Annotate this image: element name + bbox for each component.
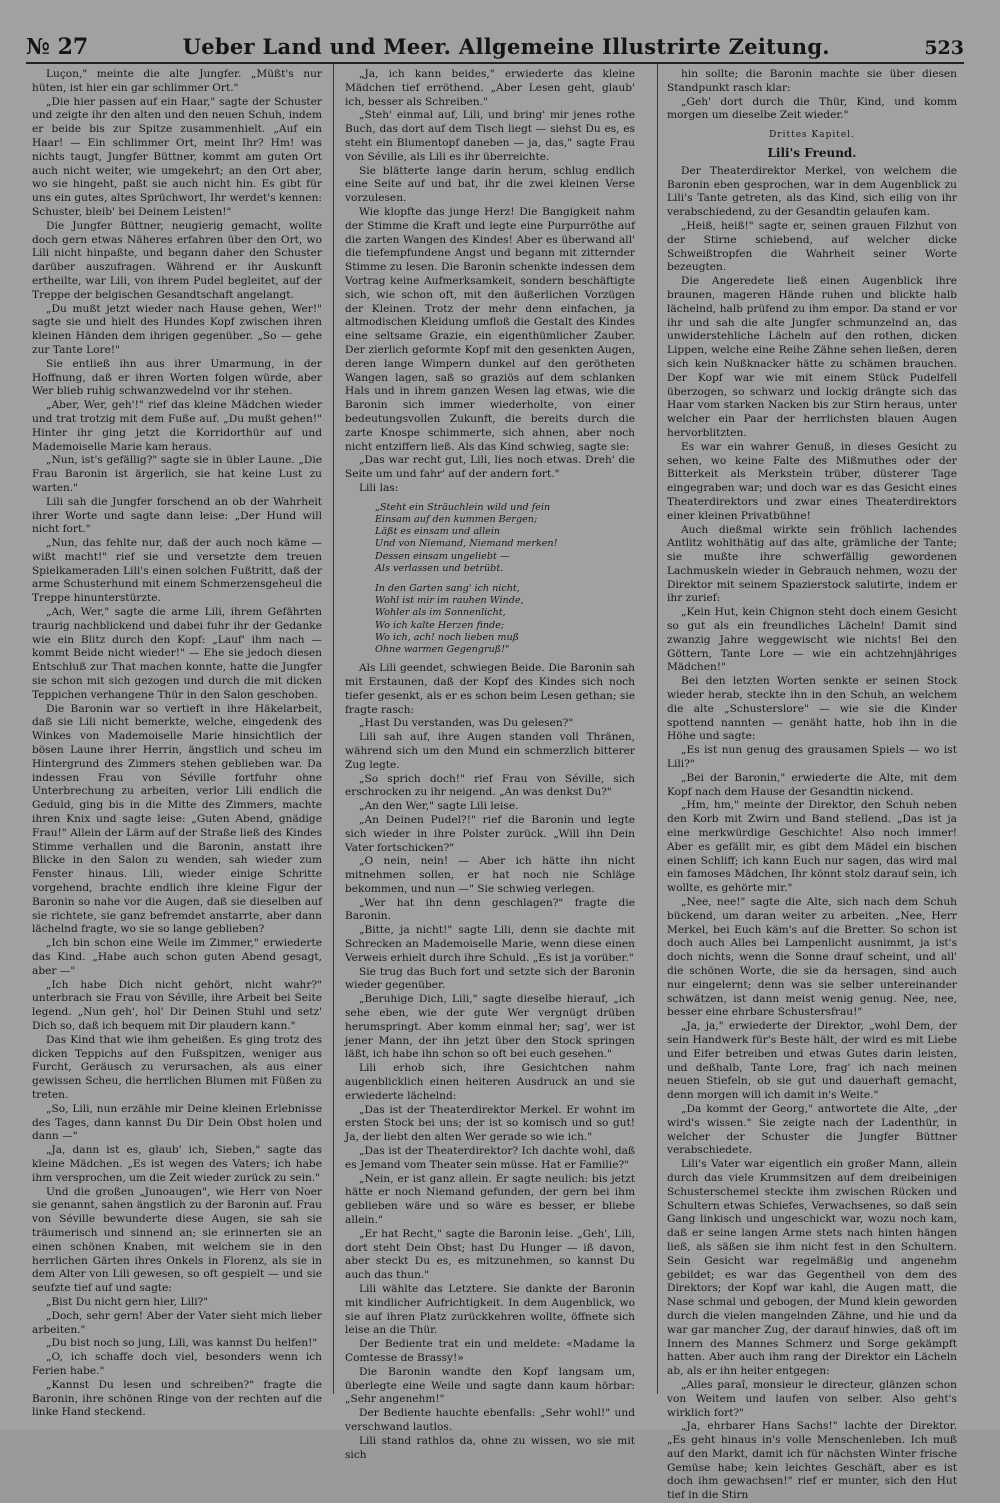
paragraph: „Hast Du verstanden, was Du gelesen?" <box>359 717 574 730</box>
paragraph: „Du bist noch so jung, Lili, was kannst Du helfen!" <box>46 1337 318 1350</box>
paragraph: Es war ein wahrer Genuß, in dieses Gesicht zu sehen, wo keine Falte des Mißmuthes oder der Bitterkeit als Merkstein trüber, düsterer Tage eingegraben war; und doch war es das Gesicht eines Theaterdirektors und zwar eines Theaterdirektors einer kleinen Privatbühne! <box>667 440 957 522</box>
paragraph: Der Bediente hauchte ebenfalls: „Sehr wohl!" und verschwand lautlos. <box>345 1407 635 1433</box>
paragraph: Die Angeredete ließ einen Augenblick ihre braunen, mageren Hände ruhen und blickte halb lächelnd, halb prüfend zu ihm empor. Da stand er vor ihr und sah die alte Jungfer schmunzelnd an, das unwiderstehliche Lächeln auf den rothen, dicken Lippen, welche eine Reihe Zähne sehen ließen, deren sich kein Nußknacker hätte zu schämen brauchen. Der Kopf war wie mit einem Stück Pudelfell überzogen, so schwarz und lockig drängte sich das Haar vom starken Nacken bis zur Stirn heraus, unter welcher ein Paar der herrlichsten blauen Augen hervorblitzten. <box>667 275 957 439</box>
poem-block <box>375 502 635 656</box>
paragraph: Lili sah auf, ihre Augen standen voll Thränen, während sich um den Mund ein schmerzlich bitterer Zug legte. <box>345 731 635 771</box>
paragraph: Sie entließ ihn aus ihrer Umarmung, in der Hoffnung, daß er ihren Worten folgen würde, aber Wer blieb ruhig schwanzwedelnd vor ihr stehen. <box>32 357 322 398</box>
paragraph: Sie trug das Buch fort und setzte sich der Baronin wieder gegenüber. <box>345 965 635 992</box>
paragraph: „Doch, sehr gern! Aber der Vater sieht mich lieber arbeiten." <box>32 1309 322 1336</box>
paragraph: „Geh' dort durch die Thür, Kind, und komm morgen um dieselbe Zeit wieder." <box>667 95 957 122</box>
paragraph: „Ja, ja," erwiederte der Direktor, „wohl Dem, der sein Handwerk für's Beste hält, der wird es mit Liebe und Eifer betreiben und etwas Gutes darin leisten, und deßhalb, Tante Lore, frag' ich nach meinen neuen Stiefeln, ob sie gut und dauerhaft gemacht, denn morgen will ich damit in's Weite." <box>667 1020 957 1102</box>
column-divider <box>333 64 334 1394</box>
poem-line: Wo ich kalte Herzen finde; <box>375 619 505 631</box>
paragraph: „So, Lili, nun erzähle mir Deine kleinen Erlebnisse des Tages, dann kannst Du Dir Dein Obst holen und dann —" <box>32 1102 322 1143</box>
poem-line: Wo ich, ach! noch lieben muß <box>375 631 520 643</box>
paragraph: „Es ist nun genug des grausamen Spiels — wo ist Lili?" <box>667 744 957 771</box>
poem-line: „Steht ein Sträuchlein wild und fein <box>375 501 551 513</box>
paragraph: „Steh' einmal auf, Lili, und bring' mir jenes rothe Buch, das dort auf dem Tisch liegt — siehst Du es, es steht ein Blumentopf daneben — ja, das," sagte Frau von Séville, als Lili es ihr überreichte. <box>345 109 635 163</box>
chapter-title: Lili's Freund. <box>767 145 857 160</box>
paragraph: „An Deinen Pudel?!" rief die Baronin und legte sich wieder in ihre Polster zurück. „Will ihn Dein Vater fortschicken?" <box>345 813 635 854</box>
paragraph: „Beruhige Dich, Lili," sagte dieselbe hierauf, „ich sehe eben, wie der gute Wer vergnügt drüben herumspringt. Aber komm einmal her; sag', wer ist jener Mann, der ihn jetzt über den Stock springen läßt, ich habe ihn schon so oft bei euch gesehen." <box>345 993 635 1061</box>
chapter-label: Drittes Kapitel. <box>769 130 855 141</box>
paragraph: Lili stand rathlos da, ohne zu wissen, wo sie mit sich <box>345 1434 635 1461</box>
poem-line: Wohler als im Sonnenlicht, <box>375 607 506 619</box>
poem-line <box>375 575 635 583</box>
paragraph: „Ja, dann ist es, glaub' ich, Sieben," sagte das kleine Mädchen. „Es ist wegen des Vaters; ich habe ihm versprochen, um die Zeit wieder zurück zu sein." <box>32 1144 322 1184</box>
issue-number: № 27 <box>26 34 89 60</box>
paragraph: „Das war recht gut, Lili, lies noch etwas. Dreh' die Seite um und fahr' auf der andern fort." <box>345 454 635 481</box>
paragraph: Das Kind that wie ihm geheißen. Es ging trotz des dicken Teppichs auf den Fußspitzen, weniger aus Furcht, Geräusch zu verursachen, als aus einer gewissen Scheu, die herrlichen Blumen mit Füßen zu treten. <box>32 1033 322 1101</box>
paragraph: „Aber, Wer, geh'!" rief das kleine Mädchen wieder und trat trotzig mit dem Fuße auf. „Du mußt gehen!" Hinter ihr ging jetzt die Korridorthür auf und Mademoiselle Marie kam heraus. <box>32 399 322 453</box>
poem-line: Einsam auf den kummen Bergen; <box>375 513 538 525</box>
paragraph: „Die hier passen auf ein Haar," sagte der Schuster und zeigte ihr den alten und den neuen Schuh, indem er beide bis zur Spitze zusammenhielt. „Auf ein Haar! — Ein schlimmer Ort, meint Ihr? Hm! was nichts taugt, Jungfer Büttner, kommt am guten Ort auch nicht weiter, wie umgekehrt; an den Ort aber, wo sie hingeht, paßt sie auch nicht hin. Es gibt für uns ein gutes, altes Sprüchwort, Ihr werdet's kennen: Schuster, bleib' bei Deinem Leisten!" <box>32 95 322 218</box>
paragraph: „Kannst Du lesen und schreiben?" fragte die Baronin, ihre schönen Ringe von der rechten auf die linke Hand steckend. <box>32 1378 322 1419</box>
paragraph: Der Bediente trat ein und meldete: «Madame la Comtesse de Brassy!» <box>345 1338 635 1364</box>
paragraph: Und die großen „Junoaugen", wie Herr von Noer sie genannt, sahen ängstlich zu der Baronin auf. Frau von Séville bewunderte diese Augen, sie sah sie träumerisch und sinnend an; sie erinnerten sie an einen schönen Knaben, mit welchem sie in den herrlichen Gärten ihres Onkels in Florenz, als sie in dem Alter von Lili gewesen, so oft gespielt — und sie seufzte tief auf und sagte: <box>32 1185 322 1295</box>
paragraph: Lili erhob sich, ihre Gesichtchen nahm augenblicklich einen heiteren Ausdruck an und sie erwiederte lächelnd: <box>345 1062 635 1102</box>
paragraph: „Ja, ehrbarer Hans Sachs!" lachte der Direktor. „Es geht hinaus in's volle Menschenleben. Ich muß auf den Markt, damit ich für nächsten Winter frische Gemüse habe; kein leichtes Geschäft, aber es ist doch ihm gewachsen!" rief er munter, sich den Hut tief in die Stirn <box>667 1420 957 1502</box>
paragraph: „O nein, nein! — Aber ich hätte ihn nicht mitnehmen sollen, er hat noch nie Schläge bekommen, und nun —" Sie schwieg verlegen. <box>345 855 635 895</box>
poem-line: Als verlassen und betrübt. <box>375 562 504 574</box>
poem-line: Läßt es einsam und allein <box>375 526 501 538</box>
poem-line: In den Garten sang' ich nicht, <box>375 582 520 594</box>
paragraph: „Hm, hm," meinte der Direktor, den Schuh neben den Korb mit Zwirn und Band stellend. „Das ist ja eine merkwürdige Geschichte! Also noch immer! Aber es gefällt mir, es gibt dem Mädel ein bischen einen Schliff; ich kann Euch nur sagen, das wird mal ein famoses Mädchen, Ihr könnt stolz darauf sein, ich wollte, es gehörte mir." <box>667 799 957 895</box>
paragraph: Auch dießmal wirkte sein fröhlich lachendes Antlitz wohlthätig auf das alte, grämliche der Tante; sie mußte ihre schwerfällig gewordenen Lachmuskeln wieder in Gebrauch nehmen, wozu der Direktor mit seinem Spazierstock salutirte, indem er ihr zurief: <box>667 523 957 605</box>
paragraph: Lili sah die Jungfer forschend an ob der Wahrheit ihrer Worte und sagte dann leise: „Der Hund will nicht fort." <box>32 495 322 536</box>
text-column-right <box>667 68 957 1502</box>
masthead-title: Ueber Land und Meer. Allgemeine Illustrirte Zeitung. <box>182 34 830 59</box>
poem-line: Wohl ist mir im rauhen Winde, <box>375 595 524 607</box>
poem-line: Ohne warmen Gegengruß!" <box>375 643 510 655</box>
paragraph: Als Lili geendet, schwiegen Beide. Die Baronin sah mit Erstaunen, daß der Kopf des Kindes sich noch tiefer gesenkt, als er es schon beim Lesen gethan; sie fragte rasch: <box>345 662 635 716</box>
paragraph: „Ja, ich kann beides," erwiederte das kleine Mädchen tief erröthend. „Aber Lesen geht, glaub' ich, besser als Schreiben." <box>345 68 635 108</box>
paragraph: „Bitte, ja nicht!" sagte Lili, denn sie dachte mit Schrecken an Mademoiselle Marie, wenn diese einen Verweis erhielt durch ihre Schuld. „Es ist ja vorüber." <box>345 924 635 964</box>
text-column-left <box>32 68 322 1419</box>
paragraph: „An den Wer," sagte Lili leise. <box>359 800 519 813</box>
paragraph: „Kein Hut, kein Chignon steht doch einem Gesicht so gut als ein freundliches Lächeln! Damit sind zwanzig Jahre weggewischt wie nichts! Bei den Göttern, Tante Lore — wie ein achtzehnjähriges Mädchen!" <box>667 606 957 674</box>
paragraph: Luçon," meinte die alte Jungfer. „Müßt's nur hüten, ist hier ein gar schlimmer Ort." <box>32 68 322 94</box>
paragraph: „Nee, nee!" sagte die Alte, sich nach dem Schuh bückend, um daran weiter zu arbeiten. „Nee, Herr Merkel, bei Euch käm's auf die Bretter. So schon ist doch auch Alles bei Lampenlicht ausnimmt, ja ist's doch nichts, wenn die Sonne drauf scheint, und all' die schönen Worte, die sie da hersagen, sind auch nur eingelernt; denn was sie selber untereinander schwätzen, ist dann meist wenig genug. Nee, nee, besser eine ehrbare Schustersfrau!" <box>667 896 957 1019</box>
paragraph: „Heiß, heiß!" sagte er, seinen grauen Filzhut von der Stirne schiebend, auf welcher dicke Schweißtropfen die Wahrheit seiner Worte bezeugten. <box>667 219 957 274</box>
paragraph: „Das ist der Theaterdirektor Merkel. Er wohnt im ersten Stock bei uns; der ist so komisch und so gut! Ja, der liebt den alten Wer gerade so wie ich." <box>345 1103 635 1144</box>
paragraph: Lili las: <box>359 481 399 494</box>
paragraph: hin sollte; die Baronin machte sie über diesen Standpunkt rasch klar: <box>667 68 957 94</box>
paragraph: „Das ist der Theaterdirektor? Ich dachte wohl, daß es Jemand vom Theater sein müsse. Hat er Familie?" <box>345 1145 635 1171</box>
paragraph: „Nein, er ist ganz allein. Er sagte neulich: bis jetzt hätte er noch Niemand gefunden, der gern bei ihm geblieben wäre und so wäre es besser, er bliebe allein." <box>345 1172 635 1227</box>
paragraph: „Du mußt jetzt wieder nach Hause gehen, Wer!" sagte sie und hielt des Hundes Kopf zwischen ihren kleinen Händen dem ihrigen gegenüber. „So — gehe zur Tante Lore!" <box>32 302 322 356</box>
paragraph: Lili's Vater war eigentlich ein großer Mann, allein durch das viele Krummsitzen auf dem dreibeinigen Schusterschemel steckte ihm zwischen Rücken und Schultern etwas Schiefes, Verwachsenes, so daß sein Gang linkisch und ungeschickt war, wozu noch kam, daß er seine langen Arme stets nach hinten hängen ließ, als säßen sie ihm nicht fest in den Schultern. Sein Gesicht war regelmäßig und angenehm gebildet; es war das Gegentheil von dem des Direktors; der Kopf war kahl, die Augen matt, die Nase schmal und gebogen, der Mund klein geworden durch die vielen mangelnden Zähne, und hie und da war gar mancher Zug, der darauf hinwies, daß oft im Innern des Mannes Schmerz und Sorge gekämpft hatten. Aber auch ihm rang der Direktor ein Lächeln ab, als er ihn heiter entgegen: <box>667 1158 957 1378</box>
paragraph: „Ach, Wer," sagte die arme Lili, ihrem Gefährten traurig nachblickend und dabei fuhr ihr der Gedanke wie ein Blitz durch den Kopf: „Lauf' ihm nach — kommt Beide nicht wieder!" — Ehe sie jedoch diesen Entschluß zur That machen konnte, hatte die Jungfer sie schon mit sich gezogen und durch die mit dicken Teppichen verhangene Thür in den Salon geschoben. <box>32 606 322 701</box>
paragraph: „Da kommt der Georg," antwortete die Alte, „der wird's wissen." Sie zeigte nach der Ladenthür, in welcher der Schuster die Jungfer Büttner verabschiedete. <box>667 1102 957 1157</box>
paragraph: „Bei der Baronin," erwiederte die Alte, mit dem Kopf nach dem Hause der Gesandtin nickend. <box>667 771 957 798</box>
page-number: 523 <box>924 37 964 59</box>
paragraph: Die Baronin war so vertieft in ihre Häkelarbeit, daß sie Lili nicht bemerkte, welche, eingedenk des Winkes von Mademoiselle Marie hinsichtlich der bösen Laune ihrer Herrin, ängstlich und scheu im Hintergrund des Zimmers stehen geblieben war. Da indessen Frau von Séville fortfuhr ohne Unterbrechung zu arbeiten, verlor Lili endlich die Geduld, ging bis in die Mitte des Zimmers, machte ihren Knix und sagte leise: „Guten Abend, gnädige Frau!" Allein der Lärm auf der Straße ließ des Kindes Stimme verhallen und die Baronin, anstatt ihre Blicke in den Salon zu wenden, sah wieder zum Fenster hinaus. Lili, wieder einige Schritte vorgehend, brachte endlich ihre kleine Figur der Baronin so nahe vor die Augen, daß sie dieselben auf sie richtete, sie ganz befremdet anstarrte, aber dann lächelnd fragte, wo sie so lange geblieben? <box>32 702 322 936</box>
paragraph: „So sprich doch!" rief Frau von Séville, sich erschrocken zu ihr neigend. „An was denkst Du?" <box>345 772 635 799</box>
paragraph: „Bist Du nicht gern hier, Lili?" <box>46 1295 209 1308</box>
paragraph: Lili wählte das Letztere. Sie dankte der Baronin mit kindlicher Aufrichtigkeit. In dem Augenblick, wo sie auf ihren Platz zurückkehren wollte, öffnete sich leise an die Thür. <box>345 1283 635 1337</box>
paragraph: Bei den letzten Worten senkte er seinen Stock wieder herab, steckte ihn in den Schuh, an welchem die alte „Schusterslore" — wie sie die Kinder spottend nannten — genäht hatte, hob ihn in die Höhe und sagte: <box>667 675 957 743</box>
page-header <box>26 34 964 64</box>
poem-line: Und von Niemand, Niemand merken! <box>375 538 558 550</box>
paragraph: Wie klopfte das junge Herz! Die Bangigkeit nahm der Stimme die Kraft und legte eine Purpurröthe auf die zarten Wangen des Kindes! Aber es überwand all' die tiefempfundene Angst und begann mit zitternder Stimme zu lesen. Die Baronin schenkte indessen dem Vortrag keine Aufmerksamkeit, sondern beschäftigte sich, wie schon oft, mit den äußerlichen Vorzügen der Kleinen. Trotz der mehr denn einfachen, ja altmodischen Kleidung umfloß die Gestalt des Kindes eine seltsame Grazie, ein eigenthümlicher Zauber. Der zierlich geformte Kopf mit den gesenkten Augen, deren lange Wimpern dunkel auf den gerötheten Wangen lagen, saß so graziös auf dem schlanken Hals und in ihrem ganzen Wesen lag etwas, wie die Baronin sich immer wiederholte, von einer bedeutungsvollen Zukunft, die bereits durch die zarte Knospe schimmerte, sich ahnen, aber noch nicht entziffern ließ. Als das Kind schwieg, sagte sie: <box>345 205 635 453</box>
paragraph: Die Jungfer Büttner, neugierig gemacht, wollte doch gern etwas Näheres erfahren über den Ort, wo Lili nicht hinpaßte, und begann daher den Schuster darüber auszufragen. Während er ihr Auskunft ertheilte, war Lili, von ihrem Pudel begleitet, auf der Treppe der belgischen Gesandtschaft angelangt. <box>32 219 322 301</box>
column-divider <box>657 64 658 1394</box>
paragraph: „O, ich schaffe doch viel, besonders wenn ich Ferien habe." <box>32 1351 322 1377</box>
paragraph: „Wer hat ihn denn geschlagen?" fragte die Baronin. <box>345 896 635 923</box>
paragraph: „Alles paraî, monsieur le directeur, glänzen schon von Weitem und laufen von selber. Also geht's wirklich fort?" <box>667 1378 957 1419</box>
paragraph: „Nun, das fehlte nur, daß der auch noch käme — wißt macht!" rief sie und versetzte dem treuen Spielkameraden Lili's einen solchen Fußtritt, daß der arme Schusterhund mit einem Schmerzensgeheul die Treppe hinunterstürzte. <box>32 537 322 605</box>
paragraph: „Nun, ist's gefällig?" sagte sie in übler Laune. „Die Frau Baronin ist ärgerlich, sie hat keine Lust zu warten." <box>32 454 322 494</box>
text-column-middle <box>345 68 635 1461</box>
paragraph: „Ich bin schon eine Weile im Zimmer," erwiederte das Kind. „Habe auch schon guten Abend gesagt, aber —" <box>32 937 322 977</box>
poem-line: Dessen einsam ungeliebt — <box>375 550 510 562</box>
paragraph: „Ich habe Dich nicht gehört, nicht wahr?" unterbrach sie Frau von Séville, ihre Arbeit bei Seite legend. „Nun geh', hol' Dir Deinen Stuhl und setz' Dich so, daß ich bequem mit Dir plaudern kann." <box>32 978 322 1032</box>
paragraph: Der Theaterdirektor Merkel, von welchem die Baronin eben gesprochen, war in dem Augenblick zu Lili's Tante getreten, als das Kind, sich eilig von ihr verabschiedend, zu der Gesandtin gelaufen kam. <box>667 164 957 219</box>
paragraph: Sie blätterte lange darin herum, schlug endlich eine Seite auf und bat, ihr die zwei kleinen Verse vorzulesen. <box>345 164 635 205</box>
paragraph: Die Baronin wandte den Kopf langsam um, überlegte eine Weile und sagte dann kaum hörbar: „Sehr angenehm!" <box>345 1365 635 1406</box>
paragraph: „Er hat Recht," sagte die Baronin leise. „Geh', Lili, dort steht Dein Obst; hast Du Hunger — iß davon, aber steckt Du es, es mitzunehmen, so kannst Du auch das thun." <box>345 1227 635 1282</box>
